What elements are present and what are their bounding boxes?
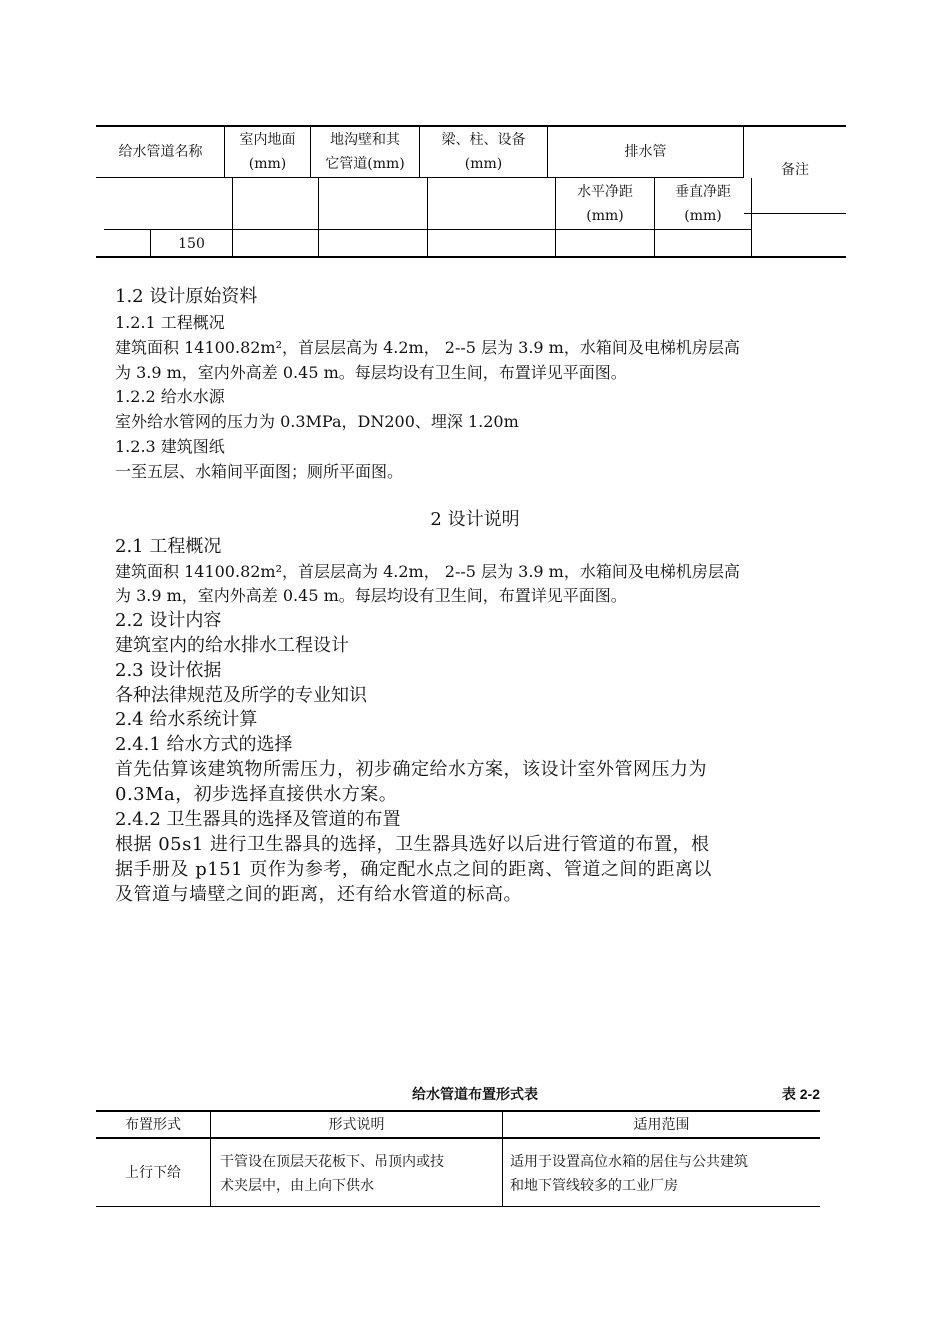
col-header-beam-column-l2: (mm): [464, 156, 503, 172]
section-2-4-1-line-2: 0.3Ma，初步选择直接供水方案。: [115, 784, 398, 805]
col-header-drain-pipe: 排水管: [624, 144, 667, 160]
col-header-indoor-floor: [225, 127, 310, 177]
col-header-trench-wall-l1: 地沟壁和其: [330, 132, 400, 148]
row-form-name: 上行下给: [125, 1164, 181, 1181]
table-cell-value: 150: [178, 235, 205, 252]
section-2-4-title: 2.4 给水系统计算: [115, 709, 258, 730]
row-description-l1: 干管设在顶层天花板下、吊顶内或技: [220, 1154, 444, 1170]
col-header-scope: 适用范围: [633, 1116, 690, 1133]
section-2-1-line-2: 为 3.9 m，室内外高差 0.45 m。每层均设有卫生间，布置详见平面图。: [115, 586, 627, 605]
section-2-4-2-line-3: 及管道与墙壁之间的距离，还有给水管道的标高。: [115, 884, 522, 905]
section-1-2-1-title: 1.2.1 工程概况: [115, 313, 225, 332]
row-description: [220, 1150, 500, 1198]
section-1-2-1-line-2: 为 3.9 m，室内外高差 0.45 m。每层均设有卫生间，布置详见平面图。: [115, 363, 627, 382]
section-2-4-2-title: 2.4.2 卫生器具的选择及管道的布置: [115, 809, 401, 830]
col-header-trench-wall: [311, 127, 419, 177]
col-header-horizontal-l1: 水平净距: [577, 184, 633, 200]
col-header-horizontal-clearance: [556, 179, 654, 229]
section-2-1-title: 2.1 工程概况: [115, 536, 222, 557]
section-2-4-1-line-1: 首先估算该建筑物所需压力，初步确定给水方案，该设计室外管网压力为: [115, 759, 707, 780]
row-scope-l2: 和地下管线较多的工业厂房: [510, 1178, 678, 1194]
col-header-trench-wall-l2: 它管道(mm): [325, 156, 405, 172]
section-1-2-2-title: 1.2.2 给水水源: [115, 387, 225, 406]
table-number: 表 2-2: [781, 1086, 820, 1102]
section-2-3-text: 各种法律规范及所学的专业知识: [115, 685, 367, 706]
col-header-remarks: 备注: [781, 162, 809, 178]
section-2-4-2-line-2: 据手册及 p151 页作为参考，确定配水点之间的距离、管道之间的距离以: [115, 859, 712, 880]
section-2-4-1-title: 2.4.1 给水方式的选择: [115, 734, 293, 755]
table-caption: 给水管道布置形式表: [412, 1086, 538, 1102]
section-2-4-2-line-1: 根据 05s1 进行卫生器具的选择，卫生器具选好以后进行管道的布置，根: [115, 834, 710, 855]
col-header-description: 形式说明: [328, 1116, 385, 1133]
row-scope-l1: 适用于设置高位水箱的居住与公共建筑: [510, 1154, 748, 1170]
section-1-2-2-text: 室外给水管网的压力为 0.3MPa，DN200、埋深 1.20m: [115, 412, 519, 431]
col-header-vertical-l1: 垂直净距: [675, 184, 731, 200]
col-header-indoor-floor-l2: (mm): [248, 156, 287, 172]
col-header-vertical-l2: (mm): [684, 208, 722, 224]
section-1-2-1-line-1: 建筑面积 14100.82m²，首层层高为 4.2m， 2--5 层为 3.9 m，水箱间及电梯机房层高: [115, 338, 740, 357]
col-header-vertical-clearance: [655, 179, 751, 229]
row-description-l2: 术夹层中，由上向下供水: [220, 1178, 374, 1194]
section-2-2-title: 2.2 设计内容: [115, 610, 222, 631]
section-2-2-text: 建筑室内的给水排水工程设计: [115, 635, 349, 656]
section-2-heading: 2 设计说明: [430, 509, 520, 530]
col-header-horizontal-l2: (mm): [586, 208, 624, 224]
col-header-pipe-name: 给水管道名称: [118, 144, 203, 160]
col-header-form: 布置形式: [125, 1116, 181, 1133]
row-scope: [510, 1150, 815, 1198]
col-header-beam-column: [420, 127, 547, 177]
section-2-1-line-1: 建筑面积 14100.82m²，首层层高为 4.2m， 2--5 层为 3.9 m，水箱间及电梯机房层高: [115, 562, 740, 581]
col-header-beam-column-l1: 梁、柱、设备: [441, 132, 526, 148]
section-1-2-3-title: 1.2.3 建筑图纸: [115, 437, 225, 456]
section-1-2-title: 1.2 设计原始资料: [115, 286, 258, 307]
section-2-3-title: 2.3 设计依据: [115, 660, 222, 681]
section-1-2-3-text: 一至五层、水箱间平面图；厕所平面图。: [115, 462, 404, 481]
col-header-indoor-floor-l1: 室内地面: [239, 132, 296, 148]
